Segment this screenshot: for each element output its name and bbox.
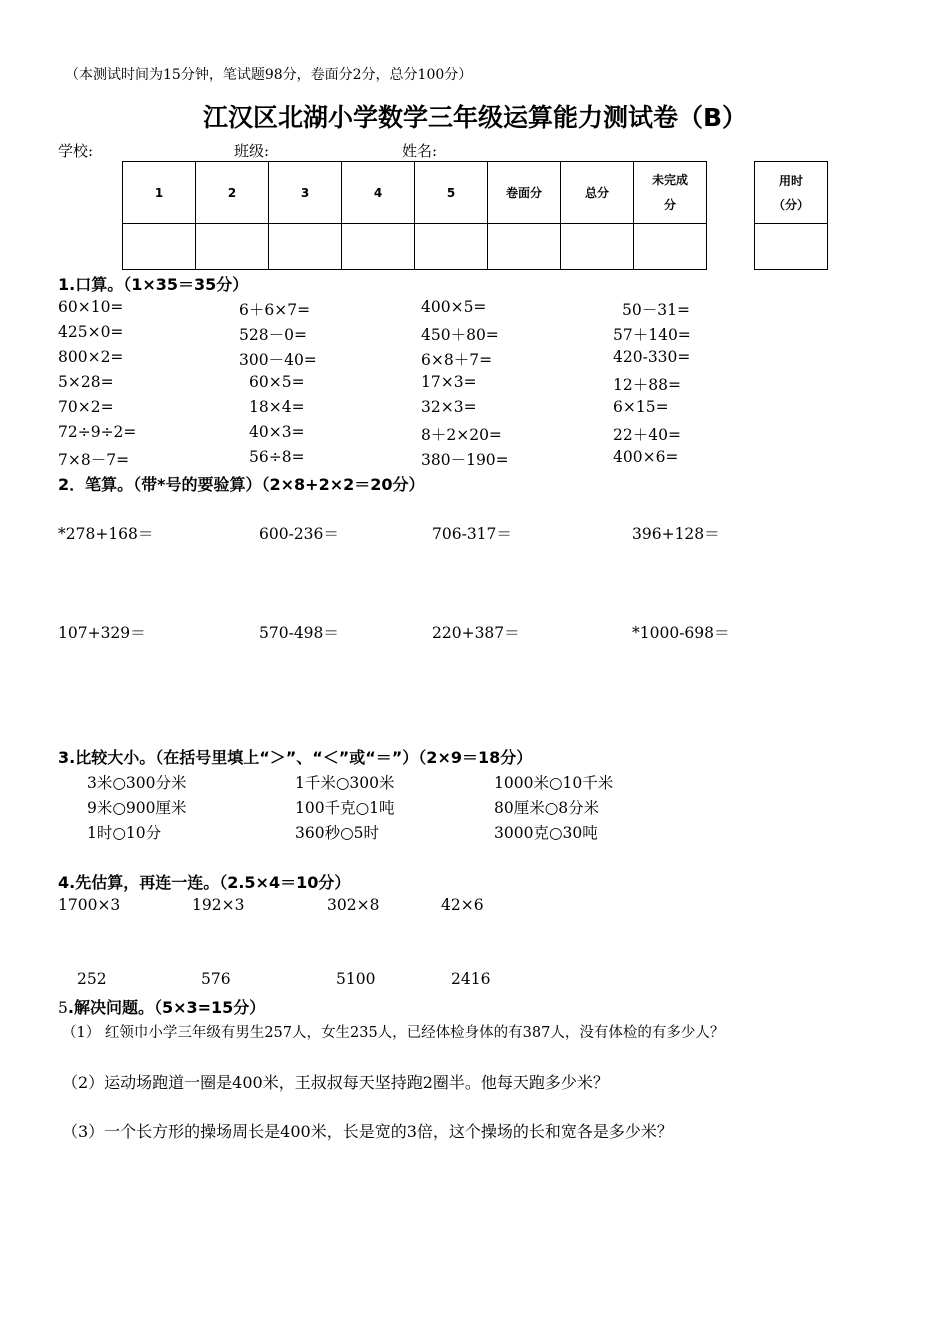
estimate-expression: 1700×3: [58, 896, 121, 914]
score-col-5: 5: [415, 162, 488, 224]
section5-number: 5: [58, 999, 68, 1017]
score-col-4: 4: [342, 162, 415, 224]
problem: 360秒○5时: [295, 824, 379, 842]
problem: 396+128＝: [632, 525, 720, 543]
problem: 300－40=: [239, 351, 317, 369]
problem: 17×3=: [421, 373, 477, 391]
problem: 1000米○10千米: [494, 774, 614, 792]
estimate-expression: 192×3: [192, 896, 245, 914]
problem: 6×15=: [613, 398, 669, 416]
time-table: [754, 161, 828, 270]
class-label: 班级:: [234, 142, 270, 160]
score-col-neatness: 卷面分: [488, 162, 561, 224]
problem: 40×3=: [249, 423, 305, 441]
problem: 70×2=: [58, 398, 114, 416]
problem: 107+329＝: [58, 624, 146, 642]
problem: 380－190=: [421, 451, 509, 469]
problem: 6＋6×7=: [239, 301, 311, 319]
problem: 72÷9÷2=: [58, 423, 137, 441]
section1-heading: 1.口算。（1×35＝35分）: [58, 275, 249, 294]
problem: *278+168＝: [58, 525, 154, 543]
word-problem-2: （2）运动场跑道一圈是400米，王叔叔每天坚持跑2圈半。他每天跑多少米？: [62, 1073, 609, 1092]
section5-heading: [58, 995, 265, 1018]
time-header: [755, 162, 828, 224]
problem: 12＋88=: [613, 376, 681, 394]
page-title: 江汉区北湖小学数学三年级运算能力测试卷（B）: [202, 103, 748, 132]
section5-title: .解决问题。（5×3=15分）: [67, 998, 266, 1017]
problem: 60×5=: [249, 373, 305, 391]
problem: 7×8－7=: [58, 451, 130, 469]
word-problem-1: （1） 红领巾小学三年级有男生257人，女生235人，已经体检身体的有387人，没有体检的有多少人？: [62, 1025, 725, 1041]
problem: 706-317＝: [432, 525, 512, 543]
section2-heading: 2．笔算。（带*号的要验算）（2×8+2×2＝20分）: [58, 475, 425, 494]
score-col-2: 2: [196, 162, 269, 224]
time-cell[interactable]: [755, 224, 828, 270]
problem: 570-498＝: [259, 624, 339, 642]
unfinished-line1: 未完成: [651, 172, 688, 187]
score-table: [122, 161, 707, 270]
school-label: 学校:: [58, 142, 94, 160]
unfinished-line2: 分: [663, 197, 676, 212]
problem: 800×2=: [58, 348, 124, 366]
problem: 60×10=: [58, 298, 124, 316]
problem: 80厘米○8分米: [494, 799, 600, 817]
problem: 5×28=: [58, 373, 114, 391]
problem: 425×0=: [58, 323, 124, 341]
section3-heading: 3.比较大小。（在括号里填上“＞”、“＜”或“＝”）（2×9＝18分）: [58, 748, 533, 767]
test-info-note: （本测试时间为15分钟，笔试题98分，卷面分2分，总分100分）: [65, 67, 473, 83]
word-problem-3: （3）一个长方形的操场周长是400米，长是宽的3倍，这个操场的长和宽各是多少米？: [62, 1122, 673, 1141]
problem: 420-330=: [613, 348, 691, 366]
problem: 22＋40=: [613, 426, 681, 444]
estimate-answer: 252: [77, 970, 107, 988]
name-label: 姓名:: [402, 142, 438, 160]
problem: 50－31=: [622, 301, 690, 319]
score-cell[interactable]: [342, 224, 415, 270]
problem: 400×6=: [613, 448, 679, 466]
score-cell[interactable]: [561, 224, 634, 270]
problem: 3000克○30吨: [494, 824, 598, 842]
score-col-3: 3: [269, 162, 342, 224]
score-cell[interactable]: [123, 224, 196, 270]
score-cell[interactable]: [488, 224, 561, 270]
problem: 56÷8=: [249, 448, 305, 466]
problem: 8＋2×20=: [421, 426, 502, 444]
problem: 18×4=: [249, 398, 305, 416]
estimate-expression: 302×8: [327, 896, 380, 914]
problem: 9米○900厘米: [87, 799, 187, 817]
estimate-answer: 2416: [451, 970, 491, 988]
score-cell[interactable]: [415, 224, 488, 270]
problem: 3米○300分米: [87, 774, 187, 792]
estimate-answer: 576: [201, 970, 231, 988]
score-col-total: 总分: [561, 162, 634, 224]
problem: 57＋140=: [613, 326, 691, 344]
score-col-unfinished: [634, 162, 707, 224]
time-line2: （分）: [772, 197, 809, 212]
problem: 1千米○300米: [295, 774, 395, 792]
score-cell[interactable]: [196, 224, 269, 270]
score-col-1: 1: [123, 162, 196, 224]
problem: 1时○10分: [87, 824, 162, 842]
problem: 450＋80=: [421, 326, 499, 344]
problem: 6×8＋7=: [421, 351, 493, 369]
section4-heading: 4.先估算，再连一连。（2.5×4＝10分）: [58, 873, 351, 892]
problem: 32×3=: [421, 398, 477, 416]
time-line1: 用时: [778, 173, 803, 188]
estimate-answer: 5100: [336, 970, 376, 988]
problem: 600-236＝: [259, 525, 339, 543]
estimate-expression: 42×6: [441, 896, 484, 914]
problem: 528－0=: [239, 326, 307, 344]
problem: 220+387＝: [432, 624, 520, 642]
problem: 100千克○1吨: [295, 799, 395, 817]
problem: *1000-698＝: [632, 624, 730, 642]
score-cell[interactable]: [269, 224, 342, 270]
score-cell[interactable]: [634, 224, 707, 270]
problem: 400×5=: [421, 298, 487, 316]
